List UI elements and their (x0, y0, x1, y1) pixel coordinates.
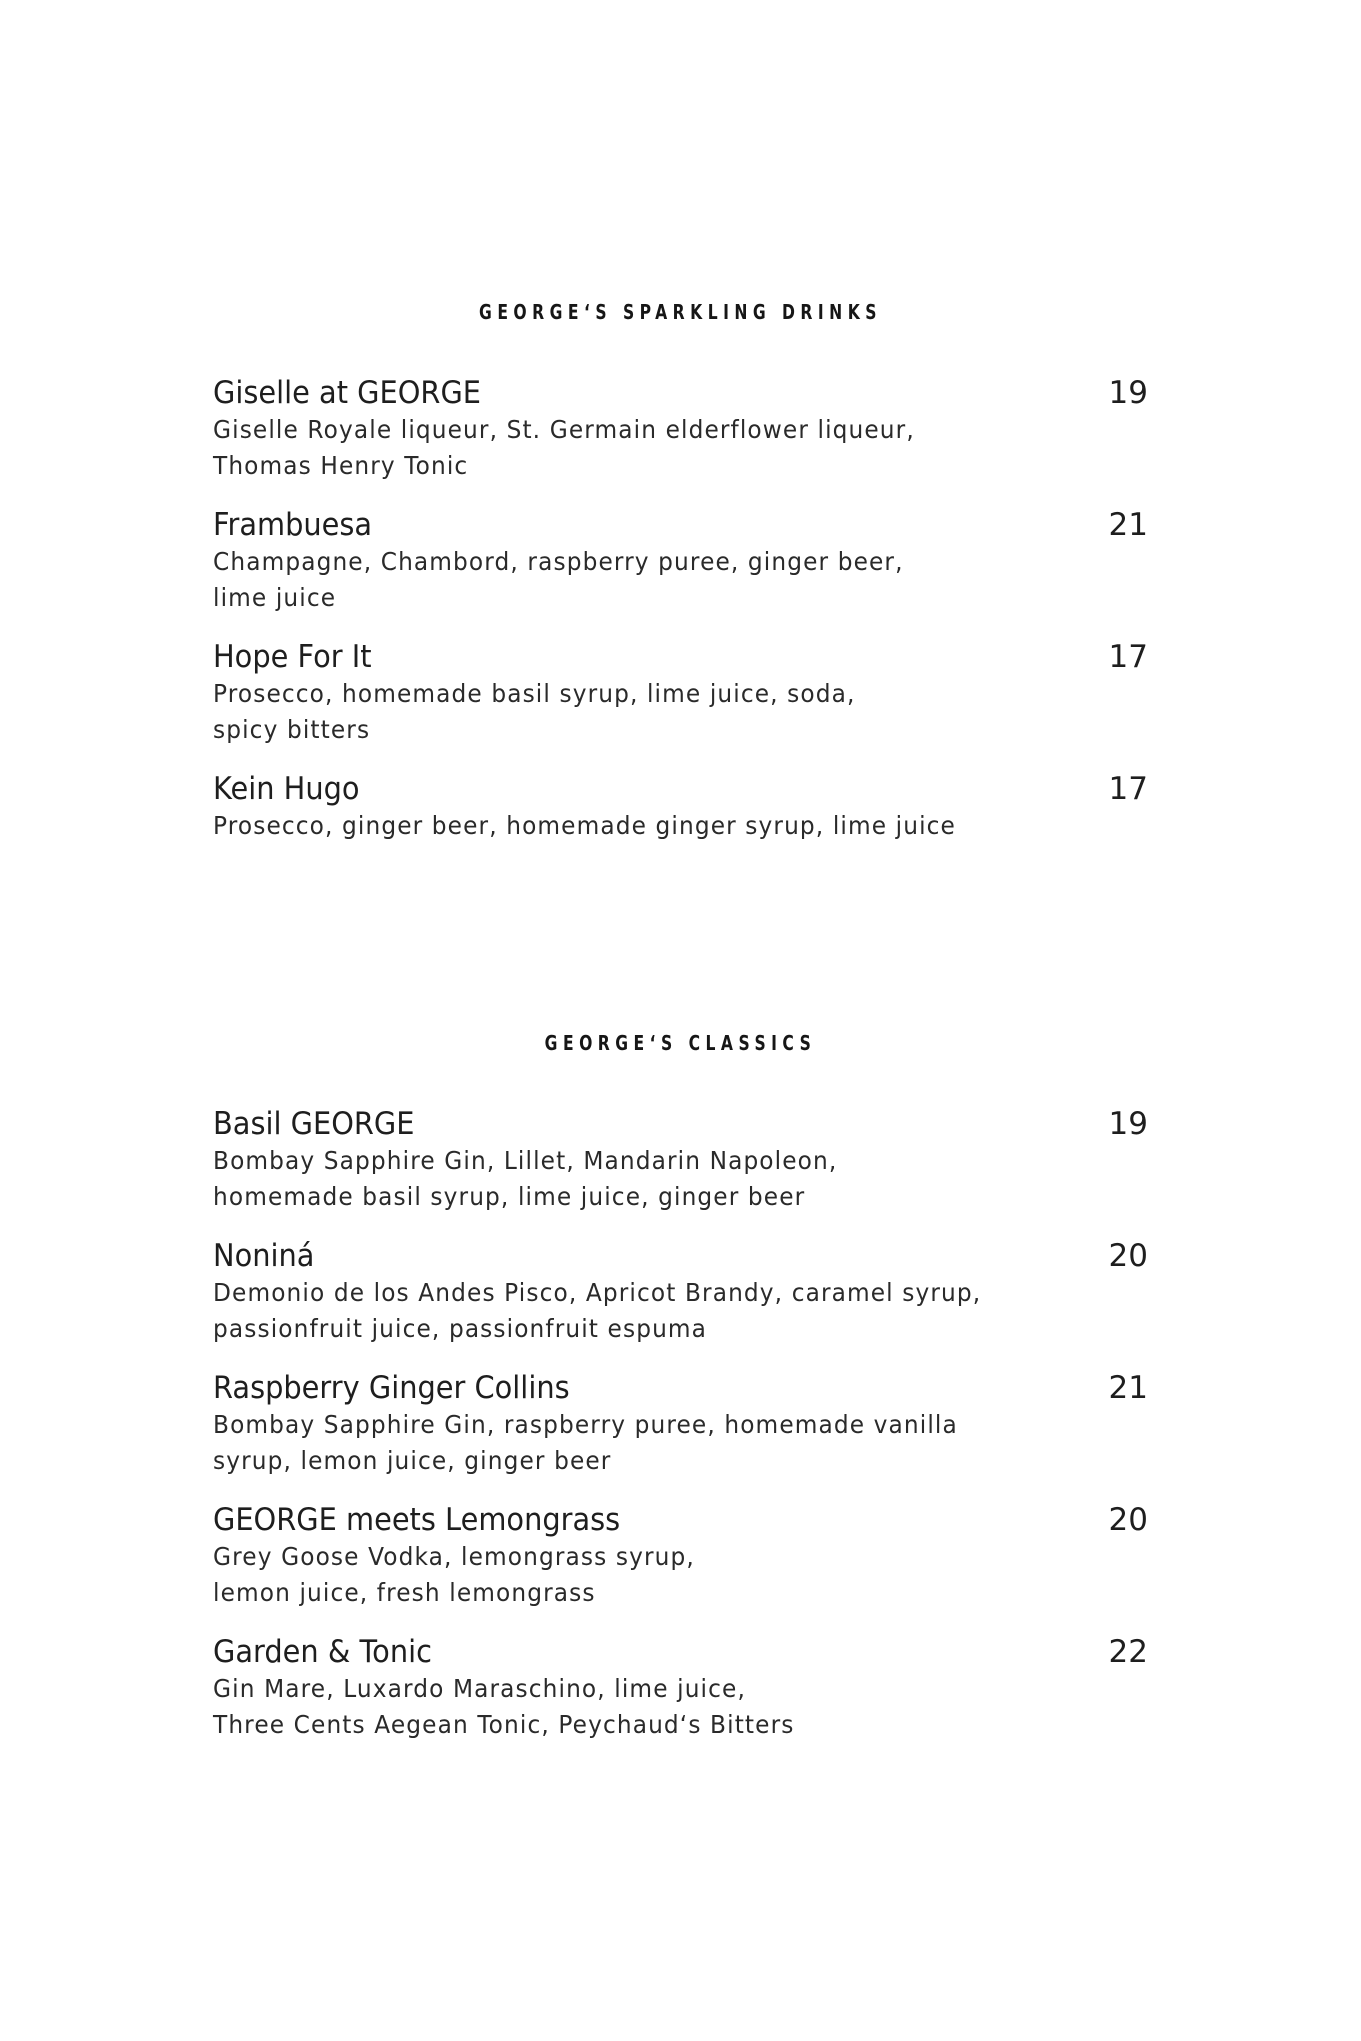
item-description: Giselle Royale liqueur, St. Germain elderflower liqueur, Thomas Henry Tonic (213, 415, 915, 480)
item-name: Hope For It (213, 639, 372, 675)
menu-item (213, 1369, 1148, 1501)
item-price: 21 (1108, 507, 1148, 543)
item-name: Giselle at GEORGE (213, 375, 482, 411)
menu-item (213, 1237, 1148, 1369)
item-description: Prosecco, ginger beer, homemade ginger syrup, lime juice (213, 811, 956, 840)
item-name: Frambuesa (213, 507, 373, 543)
menu-item (213, 1105, 1148, 1237)
item-price: 22 (1108, 1634, 1148, 1670)
item-description: Gin Mare, Luxardo Maraschino, lime juice, Three Cents Aegean Tonic, Peychaud‘s Bitters (213, 1674, 795, 1739)
item-price: 17 (1108, 771, 1148, 807)
section-title: GEORGE‘S CLASSICS (544, 1031, 817, 1055)
item-name: Raspberry Ginger Collins (213, 1370, 570, 1406)
item-price: 17 (1108, 639, 1148, 675)
menu-item (213, 506, 1148, 638)
item-price: 21 (1108, 1370, 1148, 1406)
item-description: Prosecco, homemade basil syrup, lime juice, soda, spicy bitters (213, 679, 856, 744)
menu-item (213, 638, 1148, 770)
item-name: GEORGE meets Lemongrass (213, 1502, 621, 1538)
sparkling-drinks-list (213, 374, 1148, 866)
item-name: Garden & Tonic (213, 1634, 432, 1670)
menu-item (213, 1633, 1148, 1765)
section-sparkling-drinks (213, 298, 1148, 326)
item-name: Kein Hugo (213, 771, 360, 807)
section-title: GEORGE‘S SPARKLING DRINKS (479, 300, 882, 324)
item-description: Demonio de los Andes Pisco, Apricot Brandy, caramel syrup, passionfruit juice, passionfruit espuma (213, 1278, 982, 1343)
item-description: Bombay Sapphire Gin, raspberry puree, homemade vanilla syrup, lemon juice, ginger beer (213, 1410, 958, 1475)
item-description: Grey Goose Vodka, lemongrass syrup, lemon juice, fresh lemongrass (213, 1542, 695, 1607)
menu-item (213, 770, 1148, 866)
classics-list (213, 1105, 1148, 1765)
item-name: Noniná (213, 1238, 315, 1274)
item-price: 19 (1108, 1106, 1148, 1142)
item-description: Bombay Sapphire Gin, Lillet, Mandarin Napoleon, homemade basil syrup, lime juice, ginger beer (213, 1146, 838, 1211)
item-name: Basil GEORGE (213, 1106, 415, 1142)
item-description: Champagne, Chambord, raspberry puree, ginger beer, lime juice (213, 547, 904, 612)
item-price: 19 (1108, 375, 1148, 411)
menu-item (213, 374, 1148, 506)
item-price: 20 (1108, 1502, 1148, 1538)
item-price: 20 (1108, 1238, 1148, 1274)
menu-item (213, 1501, 1148, 1633)
section-classics (213, 1029, 1148, 1057)
